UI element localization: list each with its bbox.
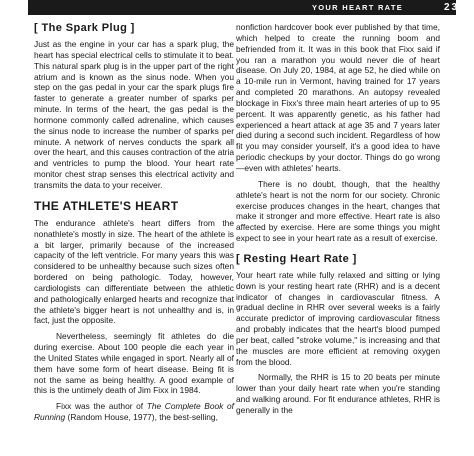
athletes-heart-heading (34, 199, 234, 213)
right-column (236, 22, 440, 416)
running-header-bar (28, 0, 460, 15)
fixx-text-post: (Random House, 1977), the best-selling, (65, 412, 218, 423)
fixx-book-title: The Complete Book of Running (34, 401, 234, 423)
fit-athletes-paragraph: Nevertheless, seemingly fit athletes do die during exercise. About 100 people die each year in the United States while engaged in sport. Nearly all of them have some form of heart disease. Being fit is not the same as being healthy. A good example of this is the untimely death of Jim Fixx in 1984. (34, 331, 234, 396)
rhr-normal-paragraph: Normally, the RHR is 15 to 20 beats per minute lower than your daily heart rate when you're standing and walking around. For fit endurance athletes, RHR is generally in the (236, 372, 440, 415)
spark-plug-paragraph: Just as the engine in your car has a spark plug, the heart has special electrical cells to stimulate it to beat. This natural spark plug is in the upper part of the right atrium and is known as the sinus node. When you step on the gas pedal in your car the spark plugs fire faster to generate a greater number of sparks per minute. In terms of the heart, the gas pedal is the hormone commonly called adrenaline, which causes the sinus node to increase the number of sparks per minute. A network of nerves conducts the spark all over the heart, and this causes contraction of the atria and ventricles to pump the blood. Your heart rate monitor chest strap senses this electrical activity and transmits the data to your receiver. (34, 39, 234, 190)
left-column (34, 22, 234, 423)
section-gap (236, 244, 440, 253)
athletes-heart-heading-text: THE ATHLETE'S HEART (34, 198, 179, 213)
fixx-paragraph (34, 401, 234, 423)
fixx-text-pre: Fixx was the author of (56, 401, 147, 412)
healthy-heart-paragraph: There is no doubt, though, that the healthy athlete's heart is not the norm for our society. Chronic exercise produces changes in the heart, changes that make it stronger and more effective. Heart rate is also affected by exercise. Here are some things you might expect to see in your heart rate as a result of exercise. (236, 178, 440, 244)
resting-heart-rate-paragraph: Your heart rate while fully relaxed and sitting or lying down is your resting heart rate (RHR) and is a decent indicator of changes in cardiovascular fitness. A gradual decline in RHR over several weeks is a fairly accurate predictor of improving cardiovascular fitness and probably indicates that the heart's blood pumped per beat, called "stroke volume," is increasing and that the muscles are more efficient at removing oxygen from the blood. (236, 269, 440, 367)
spark-plug-heading: [ The Spark Plug ] (34, 22, 135, 34)
fixx-continued-paragraph: nonfiction hardcover book ever published by that time, which helped to create the running boom and befriended from it. It was in this book that Fixx said if you ran a marathon you would never die of heart disease. On July 20, 1984, at age 52, he died while on a 10-mile run in Vermont, having trained for 17 years and completed 20 marathons. An autopsy revealed blockage in Fixx's three main heart arteries of up to 95 percent. It was apparently genetic, as his father had experienced a heart attack at age 35 and 7 years later died during a second such incident. Regardless of how fit you may consider yourself, it's a good idea to have periodic checkups by your doctor. Things do go wrong—even with athletes' hearts. (236, 22, 440, 173)
athletes-heart-paragraph: The endurance athlete's heart differs from the nonathlete's mostly in size. The heart of the athlete is a bit larger, primarily because of the increased capacity of the left ventricle. For many years this was considered to be unhealthy because such sizes often bordered on being pathologic. Today, however, cardiologists can differentiate between the athletic and pathologically enlarged hearts and recognize that the athlete's bigger heart is not unhealthy and is, in fact, just the opposite. (34, 217, 234, 326)
resting-heart-rate-heading: [ Resting Heart Rate ] (236, 252, 357, 265)
running-head: YOUR HEART RATE (312, 3, 404, 12)
page-number: 23 (444, 2, 460, 13)
